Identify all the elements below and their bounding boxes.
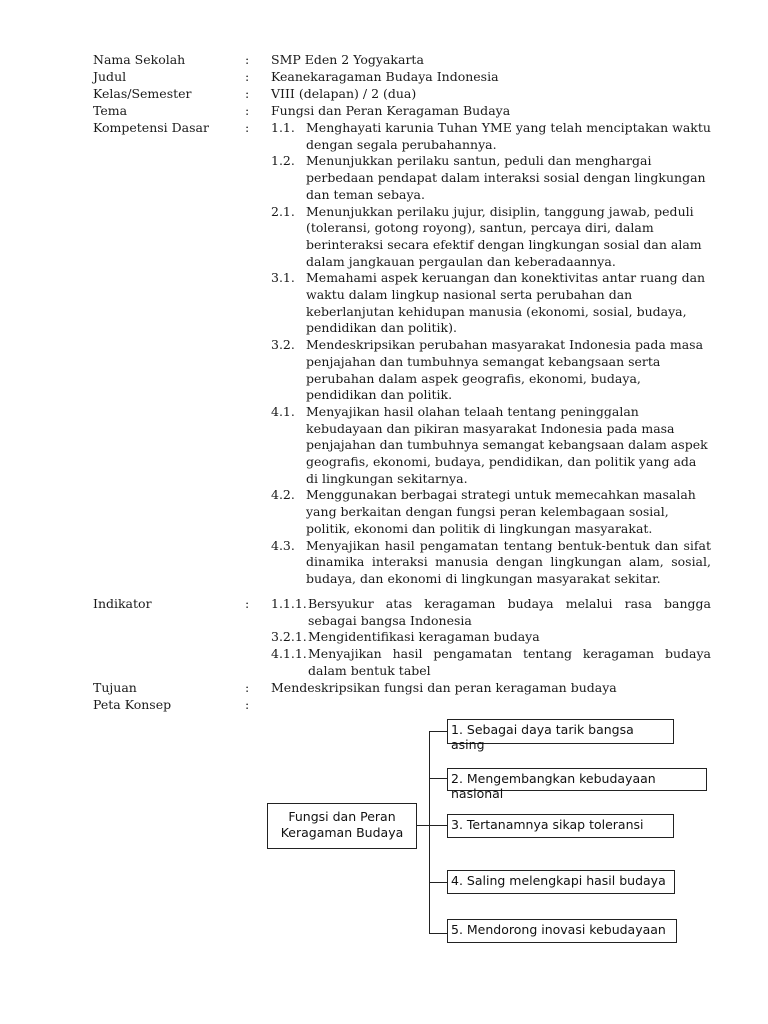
field-colon: : [245,103,250,118]
field-colon: : [245,52,250,67]
item-text: Menggunakan berbagai strategi untuk memecahkan masalah yang berkaitan dengan fungsi peran kelembagaan sosial, politik, ekonomi dan politik di lingkungan masyarakat. [306,487,696,536]
field-value: VIII (delapan) / 2 (dua) [271,86,417,101]
item-text: Menyajikan hasil olahan telaah tentang peninggalan kebudayaan dan pikiran masyarakat Indonesia pada masa penjajahan dan tumbuhnya semangat kebangsaan dalam aspek geografis, ekonomi, budaya, pendidikan, dan politik yang ada di lingkungan sekitarnya. [306,403,708,486]
item-number: 2.1. [271,203,295,219]
section-label: Kompetensi Dasar [93,120,209,135]
field-value: Keanekaragaman Budaya Indonesia [271,69,499,84]
concept-branch-box: 3. Tertanamnya sikap toleransi [447,814,674,838]
item-text: Menyajikan hasil pengamatan tentang keragaman budaya dalam bentuk tabel [308,646,711,678]
connector-line [429,778,448,779]
field-label: Tema [93,103,128,118]
field-colon: : [245,680,250,695]
item-text: Mengidentifikasi keragaman budaya [308,629,540,645]
field-value: SMP Eden 2 Yogyakarta [271,52,424,67]
item-number: 1.1.1. [271,596,307,611]
concept-branch-box: 1. Sebagai daya tarik bangsa asing [447,719,674,744]
item-text: Bersyukur atas keragaman budaya melalui rasa bangga sebagai bangsa Indonesia [308,596,711,628]
connector-trunk [429,731,430,934]
concept-branch-box: 5. Mendorong inovasi kebudayaan [447,919,677,943]
item-number: 3.2.1. [271,629,307,645]
field-colon: : [245,86,250,101]
field-colon: : [245,697,250,712]
connector-line [429,825,448,826]
item-text: Menunjukkan perilaku jujur, disiplin, tanggung jawab, peduli (toleransi, gotong royong), santun, percaya diri, dalam berinteraksi secara efektif dengan lingkungan sosial dan alam dalam jangkauan pergaulan dan keberadaannya. [306,203,702,269]
field-colon: : [245,69,250,84]
item-number: 4.2. [271,487,295,503]
item-number: 1.1. [271,120,295,135]
item-number: 1.2. [271,153,295,169]
connector-line [429,882,448,883]
field-value: Mendeskripsikan fungsi dan peran keragaman budaya [271,680,617,695]
section-colon: : [245,596,250,611]
connector-line [429,731,448,732]
item-number: 3.1. [271,270,295,286]
item-text: Menunjukkan perilaku santun, peduli dan menghargai perbedaan pendapat dalam interaksi sosial dengan lingkungan dan teman sebaya. [306,153,706,202]
item-text: Memahami aspek keruangan dan konektivitas antar ruang dan waktu dalam lingkup nasional serta perubahan dan keberlanjutan kehidupan manusia (ekonomi, sosial, budaya, pendidikan dan politik). [306,270,706,336]
item-number: 3.2. [271,337,295,353]
field-label: Judul [93,69,127,84]
item-number: 4.1.1. [271,646,307,662]
field-label: Nama Sekolah [93,52,186,67]
field-value: Fungsi dan Peran Keragaman Budaya [271,103,511,118]
item-text: Menghayati karunia Tuhan YME yang telah menciptakan waktu dengan segala perubahannya. [306,120,711,152]
item-number: 4.3. [271,537,295,553]
connector-line [429,933,448,934]
item-number: 4.1. [271,403,295,419]
section-label: Indikator [93,596,152,611]
field-label: Peta Konsep [93,697,172,712]
concept-branch-box: 2. Mengembangkan kebudayaan nasional [447,768,707,791]
concept-center-box: Fungsi dan Peran Keragaman Budaya [267,803,417,849]
concept-branch-box: 4. Saling melengkapi hasil budaya [447,870,675,894]
section-colon: : [245,120,250,135]
field-label: Kelas/Semester [93,86,192,101]
item-text: Mendeskripsikan perubahan masyarakat Indonesia pada masa penjajahan dan tumbuhnya semangat kebangsaan serta perubahan dalam aspek geografis, ekonomi, budaya, pendidikan dan politik. [306,337,704,403]
item-text: Menyajikan hasil pengamatan tentang bentuk-bentuk dan sifat dinamika interaksi manusia dengan lingkungan alam, sosial, budaya, dan ekonomi di lingkungan masyarakat sekitar. [306,537,711,586]
field-label: Tujuan [93,680,137,695]
